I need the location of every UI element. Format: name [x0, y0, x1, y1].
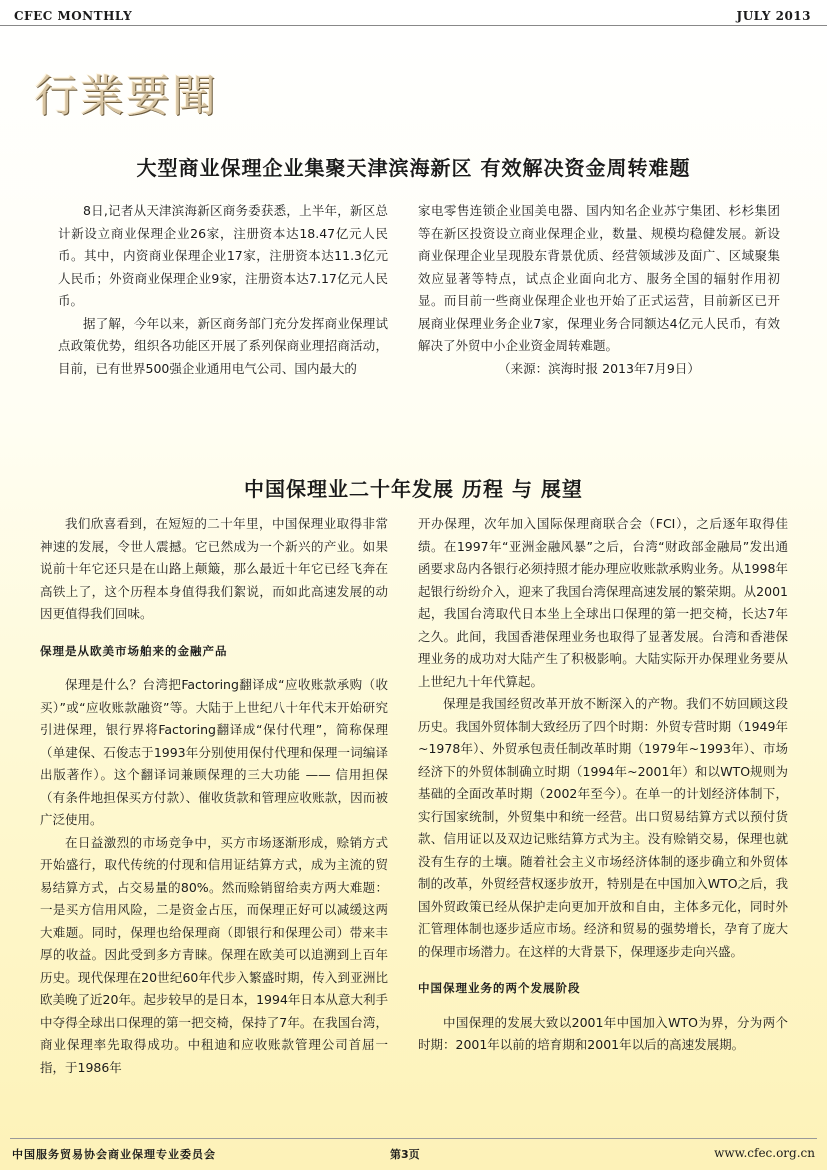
article2-col2	[418, 513, 788, 1057]
article2-subheading: 保理是从欧美市场舶来的金融产品	[40, 643, 228, 658]
article2-paragraph: 在日益激烈的市场竞争中，买方市场逐渐形成，赊销方式开始盛行，取代传统的付现和信用证结算方式，成为主流的贸易结算方式，占交易量的80%。然而赊销留给卖方两大难题：一是买方信用风险，二是资金占压，而保理正好可以减缓这两大难题。同时，保理也给保理商（即银行和保理公司）带来丰厚的收益。因此受到多方青睐。保理在欧美可以追溯到上百年历史。现代保理在20世纪60年代步入繁盛时期，传入到亚洲比欧美晚了近20年。起步较早的是日本，1994年日本从意大利手中夺得全球出口保理的第一把交椅，保持了7年。在我国台湾，商业保理率先取得成功。中租迪和应收账款管理公司首屈一指，于1986年	[40, 834, 388, 1075]
page-footer	[0, 1138, 827, 1170]
header-rule	[0, 25, 827, 26]
article2-paragraph: 保理是什么？台湾把Factoring翻译成“应收账款承购（收买）”或“应收账款融资”等。大陆于上世纪八十年代末开始研究引进保理，银行界将Factoring翻译成“保付代理”，简称保理（单建保、石俊志于1993年分别使用保付代理和保理一词编译出版著作）。这个翻译词兼顾保理的三大功能 —— 信用担保（有条件地担保买方付款）、催收货款和管理应收账款，因而被广泛使用。	[40, 677, 388, 827]
article2-subheading: 中国保理业务的两个发展阶段	[418, 981, 581, 995]
article2-paragraph: 保理是我国经贸改革开放不断深入的产物。我们不妨回顾这段历史。我国外贸体制大致经历了四个时期：外贸专营时期（1949年~1978年）、外贸承包责任制改革时期（1979年~1993年）、市场经济下的外贸体制确立时期（1994年~2001年）和以WTO规则为基础的全面改革时期（2002年至今）。在单一的计划经济体制下，实行国家统制，外贸集中和统一经营。出口贸易结算方式以预付货款、信用证以及双边记账结算方式为主。没有赊销交易，保理也就没有生存的土壤。随着社会主义市场经济体制的逐步确立和外贸体制的改革，外贸经营权逐步放开，特别是在中国加入WTO之后，我国外贸政策已经从保护走向更加开放和自由，主体多元化，同时外汇管理体制也逐步适应市场。经济和贸易的强势增长，孕育了庞大的保理市场潜力。在这样的大背景下，保理逐步走向兴盛。	[418, 696, 788, 959]
page-number: 第3页	[390, 1148, 420, 1161]
article2-col1	[40, 513, 388, 1079]
publication-name: CFEC MONTHLY	[14, 9, 133, 23]
footer-rule	[10, 1138, 817, 1139]
article2-paragraph: 我们欣喜看到，在短短的二十年里，中国保理业取得非常神速的发展，令世人震撼。它已然成为一个新兴的产业。如果说前十年它还只是在山路上颠簸，那么最近十年它已经飞奔在高铁上了，这个历程本身值得我们絮说，而如此高速发展的动因更值得我们回味。	[40, 516, 388, 621]
section-heading: 行業要聞	[34, 71, 218, 122]
footer-organization: 中国服务贸易协会商业保理专业委员会	[12, 1148, 216, 1161]
article1-col1	[58, 200, 388, 380]
article2-title: 中国保理业二十年发展 历程 与 展望	[244, 477, 583, 501]
article1-paragraph: 家电零售连锁企业国美电器、国内知名企业苏宁集团、杉杉集团等在新区投资设立商业保理企业，数量、规模均稳健发展。新设商业保理企业呈现股东背景优质、经营领域涉及面广、区域聚集效应显著等特点，试点企业面向北方、服务全国的辐射作用初显。而目前一些商业保理企业也开始了正式运营，目前新区已开展商业保理业务企业7家，保理业务合同额达4亿元人民币，有效解决了外贸中小企业资金周转难题。	[418, 203, 780, 353]
article1-source: （来源：滨海时报 2013年7月9日）	[498, 360, 700, 376]
article2-paragraph: 中国保理的发展大致以2001年中国加入WTO为界，分为两个时期：2001年以前的培育期和2001年以后的高速发展期。	[418, 1014, 788, 1052]
article1-paragraph: 据了解，今年以来，新区商务部门充分发挥商业保理试点政策优势，组织各功能区开展了系列保商业理招商活动，目前，已有世界500强企业通用电气公司、国内最大的	[58, 315, 388, 376]
article1-col2	[418, 200, 780, 380]
page-header	[0, 0, 827, 28]
article1-title: 大型商业保理企业集聚天津滨海新区 有效解决资金周转难题	[136, 156, 691, 180]
issue-date: JULY 2013	[736, 9, 811, 23]
article2-paragraph: 开办保理，次年加入国际保理商联合会（FCI），之后逐年取得佳绩。在1997年“亚洲金融风暴”之后，台湾“财政部金融局”发出通函要求岛内各银行必须持照才能办理应收账款承购业务。从1998年起银行纷纷介入，迎来了我国台湾保理高速发展的繁荣期。从2001起，我国台湾取代日本坐上全球出口保理的第一把交椅，长达7年之久。此间，我国香港保理业务也取得了显著发展。台湾和香港保理业务的成功对大陆产生了积极影响。大陆实际开办保理业务要从上世纪九十年代算起。	[418, 516, 788, 689]
article1-paragraph: 8日,记者从天津滨海新区商务委获悉，上半年，新区总计新设立商业保理企业26家，注册资本达18.47亿元人民币。其中，内资商业保理企业17家，注册资本达11.3亿元人民币；外资商业保理企业9家，注册资本达7.17亿元人民币。	[58, 203, 388, 308]
footer-website-link[interactable]: www.cfec.org.cn	[714, 1146, 815, 1160]
